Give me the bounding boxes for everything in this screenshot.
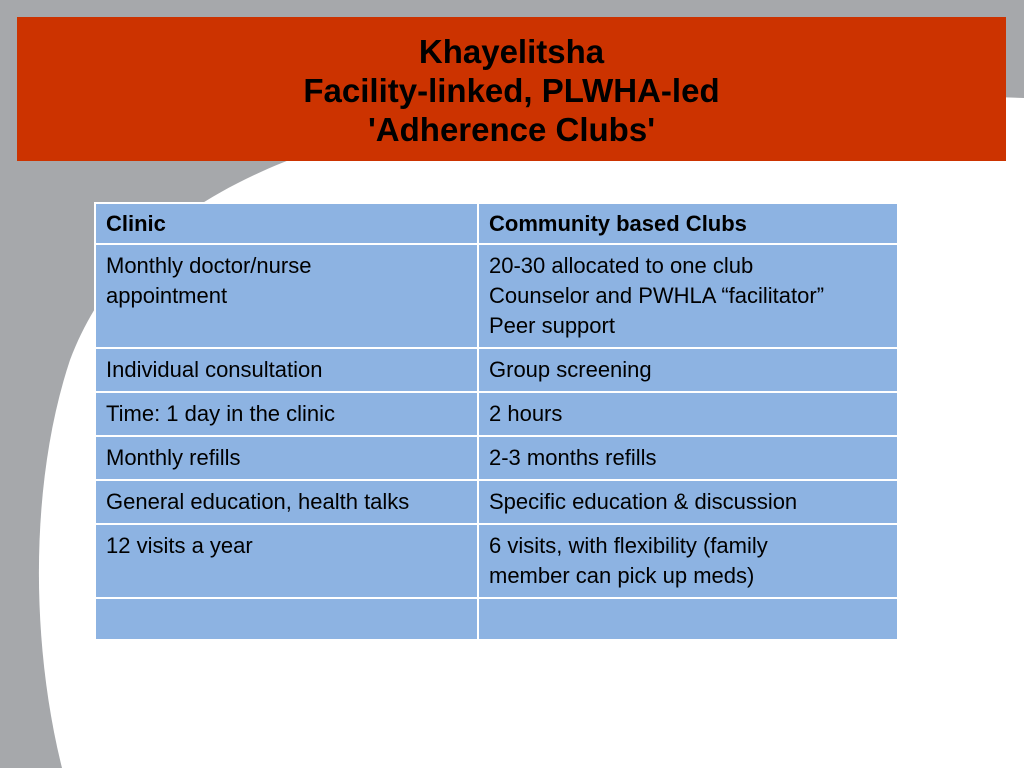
table-row <box>95 392 898 436</box>
cell-line: Specific education & discussion <box>489 489 798 514</box>
clubs-cell <box>478 480 898 524</box>
clinic-cell <box>95 244 478 348</box>
title-line-2: Facility-linked, PLWHA-led <box>303 71 720 109</box>
clubs-cell <box>478 524 898 598</box>
clinic-cell <box>95 480 478 524</box>
table-row <box>95 480 898 524</box>
cell-line: General education, health talks <box>106 489 410 514</box>
clinic-cell <box>95 348 478 392</box>
header-community-clubs: Community based Clubs <box>478 203 898 244</box>
cell-line: Monthly doctor/nurse <box>106 253 312 278</box>
table-header-row <box>95 203 898 244</box>
clubs-cell-empty <box>478 598 898 640</box>
table-row <box>95 436 898 480</box>
table-row-empty <box>95 598 898 640</box>
cell-line: 2 hours <box>489 401 563 426</box>
title-line-1: Khayelitsha <box>418 32 605 70</box>
clinic-cell-empty <box>95 598 478 640</box>
clubs-cell <box>478 348 898 392</box>
clubs-cell <box>478 436 898 480</box>
header-clinic: Clinic <box>95 203 478 244</box>
cell-line: Group screening <box>489 357 652 382</box>
title-bar <box>17 17 1006 161</box>
clinic-cell <box>95 436 478 480</box>
cell-line: 6 visits, with flexibility (family <box>489 533 768 558</box>
clinic-cell <box>95 524 478 598</box>
cell-line: 20-30 allocated to one club <box>489 253 754 278</box>
cell-line: Peer support <box>489 313 615 338</box>
cell-line: Time: 1 day in the clinic <box>106 401 336 426</box>
cell-line: member can pick up meds) <box>489 563 755 588</box>
table-row <box>95 524 898 598</box>
table-row <box>95 244 898 348</box>
comparison-table <box>94 202 899 641</box>
clinic-cell <box>95 392 478 436</box>
cell-line: Counselor and PWHLA “facilitator” <box>489 283 825 308</box>
cell-line: Individual consultation <box>106 357 323 382</box>
cell-line: appointment <box>106 283 228 308</box>
clubs-cell <box>478 244 898 348</box>
cell-line: 12 visits a year <box>106 533 253 558</box>
title-line-3: 'Adherence Clubs' <box>367 110 656 148</box>
cell-line: Monthly refills <box>106 445 241 470</box>
clubs-cell <box>478 392 898 436</box>
table-row <box>95 348 898 392</box>
cell-line: 2-3 months refills <box>489 445 657 470</box>
